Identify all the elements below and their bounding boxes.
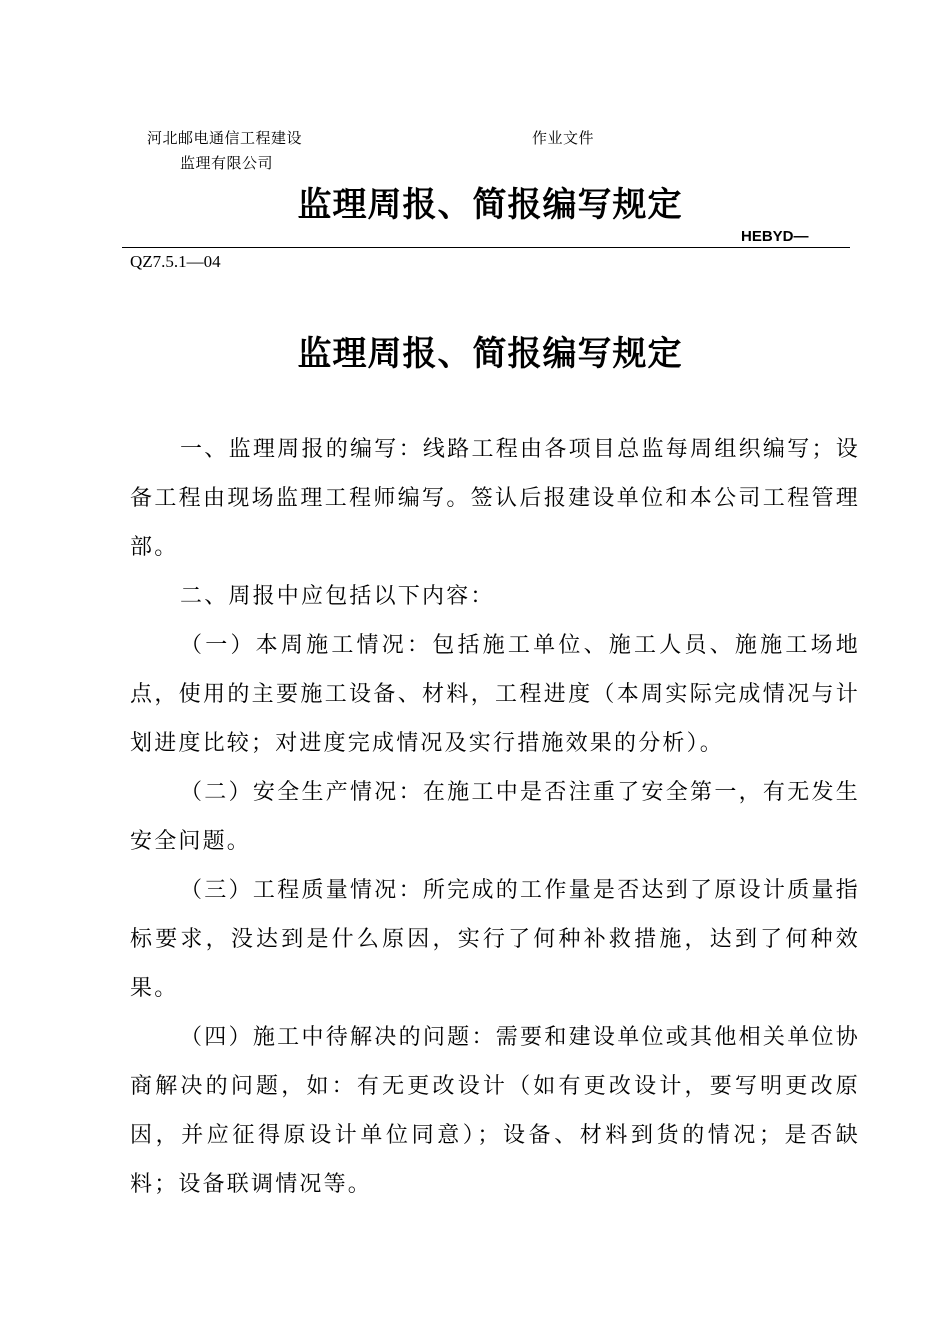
paragraph-6: （四）施工中待解决的问题：需要和建设单位或其他相关单位协商解决的问题，如：有无更改设计（如有更改设计，要写明更改原因，并应征得原设计单位同意）；设备、材料到货的情况；是否缺料；设备联调情况等。 [130,1025,860,1197]
paragraph-1: 一、监理周报的编写：线路工程由各项目总监每周组织编写；设备工程由现场监理工程师编写。签认后报建设单位和本公司工程管理部。 [130,437,860,560]
company-name-line2: 监理有限公司 [180,154,274,172]
doc-code-suffix: QZ7.5.1—04 [130,252,221,271]
paragraph-4: （二）安全生产情况：在施工中是否注重了安全第一，有无发生安全问题。 [130,780,860,854]
page-title: 监理周报、简报编写规定 [297,334,683,374]
paragraph-5: （三）工程质量情况：所完成的工作量是否达到了原设计质量指标要求，没达到是什么原因，实行了何种补救措施，达到了何种效果。 [130,878,860,1001]
doc-type-label: 作业文件 [532,129,595,147]
doc-code-prefix: HEBYD— [741,228,809,245]
header-title: 监理周报、简报编写规定 [297,185,683,225]
paragraph-2: 二、周报中应包括以下内容： [180,584,495,609]
header-rule [122,247,850,248]
paragraph-3: （一）本周施工情况：包括施工单位、施工人员、施施工场地点，使用的主要施工设备、材料，工程进度（本周实际完成情况与计划进度比较；对进度完成情况及实行措施效果的分析）。 [130,633,860,756]
document-body [130,425,860,1209]
company-name-line1: 河北邮电通信工程建设 [147,129,303,147]
